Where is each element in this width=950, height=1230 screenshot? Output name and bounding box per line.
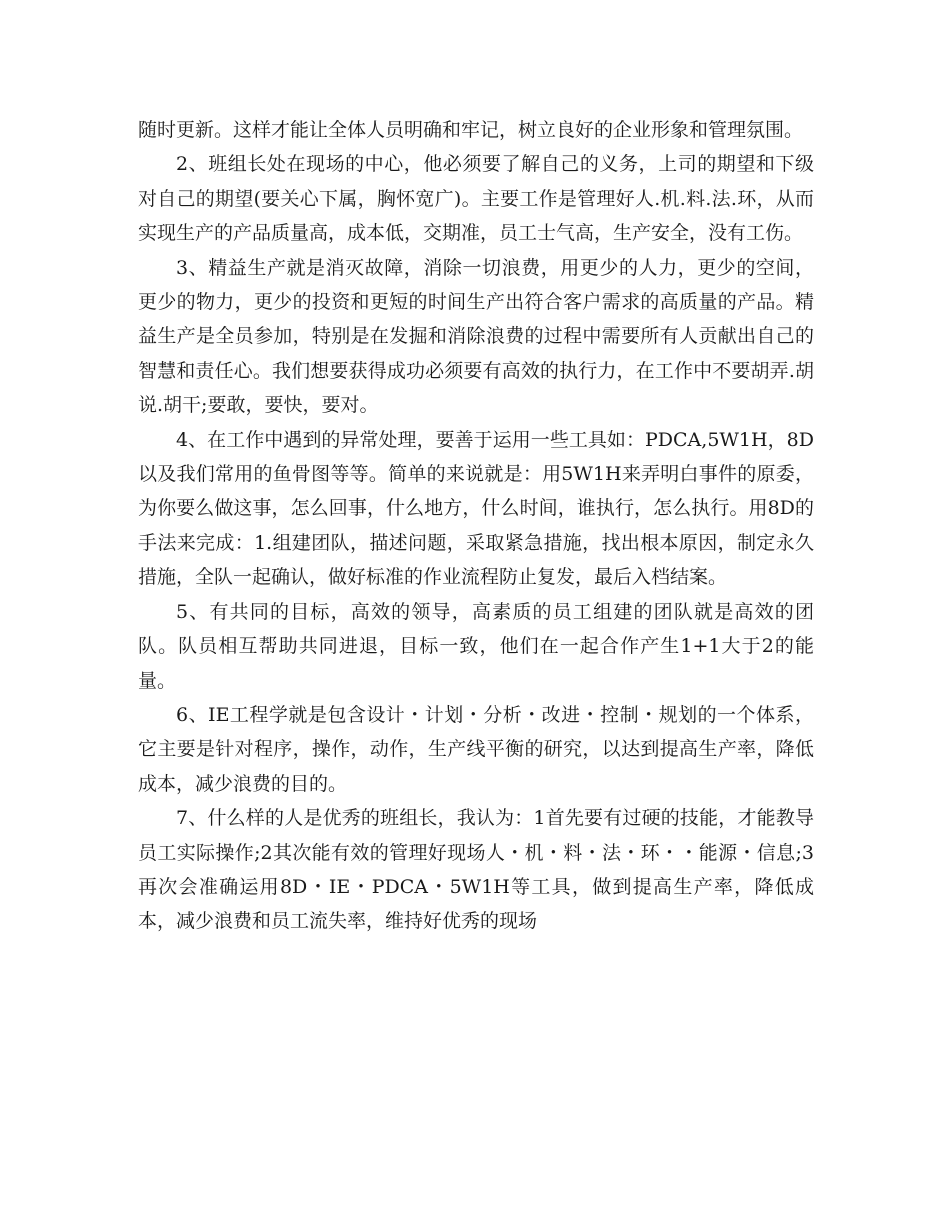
paragraph-2-team-leader-role: 2、班组长处在现场的中心，他必须要了解自己的义务，上司的期望和下级对自己的期望(要关心下属，胸怀宽广)。主要工作是管理好人.机.料.法.环，从而实现生产的产品质量高，成本低，交期准，员工士气高，生产安全，没有工伤。 bbox=[138, 153, 814, 245]
paragraph-intro-continuation: 随时更新。这样才能让全体人员明确和牢记，树立良好的企业形象和管理氛围。 bbox=[138, 119, 804, 141]
document-body bbox=[138, 113, 814, 939]
paragraph-6-ie-engineering: 6、IE工程学就是包含设计・计划・分析・改进・控制・规划的一个体系，它主要是针对程序，操作，动作，生产线平衡的研究，以达到提高生产率，降低成本，减少浪费的目的。 bbox=[138, 703, 814, 795]
paragraph-7-excellent-team-leader: 7、什么样的人是优秀的班组长，我认为：1首先要有过硬的技能，才能教导员工实际操作;2其次能有效的管理好现场人・机・料・法・环・・能源・信息;3再次会准确运用8D・IE・PDCA・5W1H等工具，做到提高生产率，降低成本，减少浪费和员工流失率，维持好优秀的现场 bbox=[138, 807, 814, 933]
paragraph-5-efficient-team: 5、有共同的目标，高效的领导，高素质的员工组建的团队就是高效的团队。队员相互帮助共同进退，目标一致，他们在一起合作产生1+1大于2的能量。 bbox=[138, 600, 814, 692]
paragraph-3-lean-production: 3、精益生产就是消灭故障，消除一切浪费，用更少的人力，更少的空间，更少的物力，更少的投资和更短的时间生产出符合客户需求的高质量的产品。精益生产是全员参加，特别是在发掘和消除浪费的过程中需要所有人贡献出自己的智慧和责任心。我们想要获得成功必须要有高效的执行力，在工作中不要胡弄.胡说.胡干;要敢，要快，要对。 bbox=[138, 256, 814, 417]
paragraph-4-exception-handling: 4、在工作中遇到的异常处理，要善于运用一些工具如：PDCA,5W1H，8D以及我们常用的鱼骨图等等。简单的来说就是：用5W1H来弄明白事件的原委，为你要么做这事，怎么回事，什么地方，什么时间，谁执行，怎么执行。用8D的手法来完成：1.组建团队，描述问题，采取紧急措施，找出根本原因，制定永久措施，全队一起确认，做好标准的作业流程防止复发，最后入档结案。 bbox=[138, 428, 814, 589]
